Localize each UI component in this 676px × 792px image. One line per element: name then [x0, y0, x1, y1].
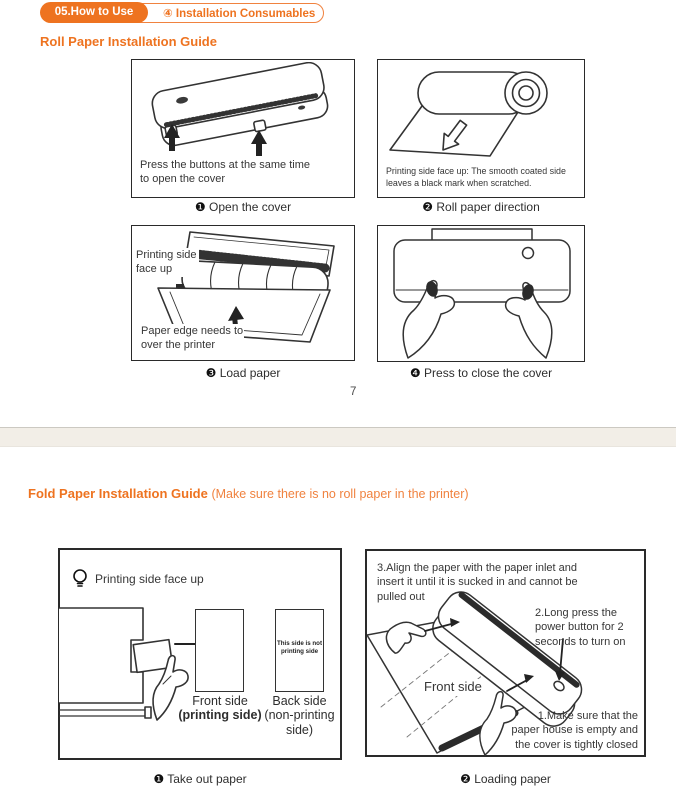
caption-close-cover: ❹ Press to close the cover: [409, 366, 553, 380]
caption-loading-paper: ❷ Loading paper: [460, 772, 551, 786]
figure-take-out-paper: [58, 548, 342, 760]
note-long-press: 2.Long press the power button for 2 seconds to turn on: [535, 607, 626, 648]
step-number: ❷: [460, 772, 471, 786]
step-number: ❶: [194, 200, 206, 214]
paper-edge-label: Paper edge needs to over the printer: [141, 325, 244, 352]
tab-secondary-label: ④ Installation Consumables: [163, 8, 316, 20]
caption-open-cover: ❶ Open the cover: [194, 200, 292, 214]
page-number: 7: [350, 386, 357, 398]
note-paper-house: 1.Make sure that the paper house is empty and the cover is tightly closed: [511, 710, 638, 751]
paper-roll-illustration: [378, 62, 582, 162]
caption-load-paper: ❸ Load paper: [205, 366, 281, 380]
figure-loading-paper: [365, 549, 646, 757]
step-number: ❹: [409, 366, 421, 380]
front-side-label-2: Front side: [424, 679, 482, 694]
figure-open-cover: [131, 59, 355, 198]
figure-roll-direction: [377, 59, 585, 198]
caption-roll-direction: ❷ Roll paper direction: [422, 200, 540, 214]
fold-guide-title: Fold Paper Installation Guide (Make sure there is no roll paper in the printer): [28, 486, 469, 501]
lightbulb-icon: [72, 568, 88, 589]
open-cover-note: Press the buttons at the same time to open the cover: [140, 159, 310, 186]
back-card-text: This side is not printing side: [276, 640, 323, 655]
page-break-divider: [0, 427, 676, 447]
fold-guide-subtitle: (Make sure there is no roll paper in the printer): [211, 487, 469, 501]
tip-text: Printing side face up: [95, 571, 204, 586]
step-number: ❸: [205, 366, 217, 380]
hands-pressing-illustration: [378, 226, 582, 359]
pull-paper-illustration: [59, 588, 211, 758]
roll-direction-note: Printing side face up: The smooth coated side leaves a black mark when scratched.: [386, 166, 566, 188]
caption-take-out-paper: ❶ Take out paper: [153, 772, 247, 786]
step-number: ❶: [153, 772, 165, 786]
front-side-label: Front side (printing side): [178, 694, 262, 723]
tip-row: [72, 568, 204, 589]
tab-primary: 05.How to Use: [40, 2, 148, 23]
roll-guide-title: Roll Paper Installation Guide: [40, 34, 217, 49]
step-number: ❷: [422, 200, 434, 214]
back-side-label: Back side (non-printing side): [264, 694, 335, 737]
figure-load-paper: [131, 225, 355, 361]
figure-close-cover: [377, 225, 585, 362]
printing-side-label: Printing side face up: [136, 249, 197, 276]
back-side-card: [275, 609, 324, 692]
printer-closed-illustration: [133, 62, 351, 156]
front-side-card: [195, 609, 244, 692]
note-align-paper: 3.Align the paper with the paper inlet and insert it until it is sucked in and cannot be pulled out: [377, 562, 578, 603]
